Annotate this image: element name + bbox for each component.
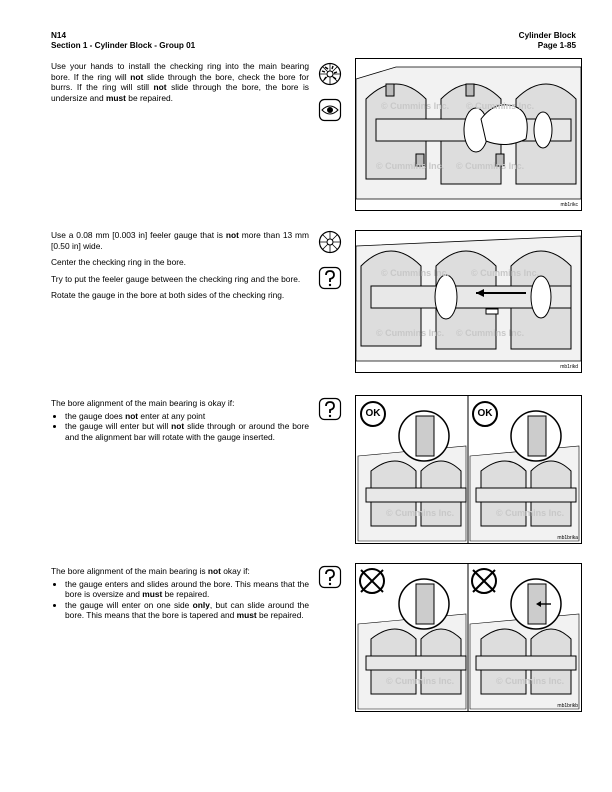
- step2-paragraph-gauge: Use a 0.08 mm [0.003 in] feeler gauge that is not more than 13 mm [0.50 in] wide.: [51, 230, 309, 251]
- step4-intro: The bore alignment of the main bearing is not okay if:: [51, 566, 250, 576]
- svg-text:© Cummins Inc.: © Cummins Inc.: [466, 101, 535, 111]
- figure-alignment-not-ok: [355, 563, 582, 712]
- figure-code: mb1rikc: [560, 202, 578, 208]
- figure-checking-ring-install: [355, 58, 582, 211]
- check-question-icon: [318, 266, 342, 290]
- figure-feeler-gauge: [355, 230, 582, 373]
- step3-intro: The bore alignment of the main bearing is okay if:: [51, 398, 235, 408]
- list-item: • the gauge will enter on one side only, but can slide around the bore. This means that the bore is tapered and must be repaired.: [65, 600, 309, 621]
- check-question-icon: [318, 565, 342, 589]
- step4-conditions-list: [51, 579, 309, 621]
- list-item: • the gauge will enter but will not slide through or around the bore and the alignment bar will rotate with the gauge inserted.: [65, 421, 309, 442]
- svg-text:© Cummins Inc.: © Cummins Inc.: [456, 328, 525, 338]
- chapter-title: Cylinder Block: [518, 31, 576, 40]
- engine-model: N14: [51, 31, 67, 40]
- section-title: Section 1 - Cylinder Block - Group 01: [51, 41, 196, 50]
- svg-text:© Cummins Inc.: © Cummins Inc.: [381, 268, 450, 278]
- not-ok-badge: [360, 569, 384, 593]
- ok-badge: OK: [360, 401, 386, 427]
- list-item: • the gauge does not enter at any point: [65, 411, 309, 422]
- step2-text: [51, 230, 309, 307]
- step4-text: [51, 566, 309, 621]
- svg-text:© Cummins Inc.: © Cummins Inc.: [456, 161, 525, 171]
- step2-paragraph-center: Center the checking ring in the bore.: [51, 257, 187, 268]
- svg-text:© Cummins Inc.: © Cummins Inc.: [496, 676, 565, 686]
- svg-text:© Cummins Inc.: © Cummins Inc.: [471, 268, 540, 278]
- figure-illustration: [356, 231, 581, 372]
- list-item: • the gauge enters and slides around the bore. This means that the bore is oversize and must be repaired.: [65, 579, 309, 600]
- step1-paragraph: Use your hands to install the checking ring into the main bearing bore. If the ring will not slide through the bore, check the bore for burrs. If the ring will still not slide through the bore, the bore is undersize and must be repaired.: [51, 61, 309, 103]
- svg-text:© Cummins Inc.: © Cummins Inc.: [376, 161, 445, 171]
- figure-alignment-ok: [355, 395, 582, 544]
- figure-illustration: [356, 564, 581, 711]
- step3-text: [51, 398, 309, 442]
- svg-text:© Cummins Inc.: © Cummins Inc.: [376, 328, 445, 338]
- step3-conditions-list: [51, 411, 309, 443]
- svg-text:© Cummins Inc.: © Cummins Inc.: [386, 676, 455, 686]
- inspect-eye-icon: [318, 98, 342, 122]
- figure-code: mb1brika: [557, 535, 578, 541]
- svg-text:© Cummins Inc.: © Cummins Inc.: [386, 508, 455, 518]
- figure-code: mb1brikb: [557, 703, 578, 709]
- page-number: Page 1-85: [537, 41, 576, 50]
- tool-wheel-icon: [318, 230, 342, 254]
- check-question-icon: [318, 397, 342, 421]
- step2-paragraph-try: Try to put the feeler gauge between the checking ring and the bore.: [51, 273, 301, 284]
- step2-paragraph-rotate: Rotate the gauge in the bore at both sides of the checking ring.: [51, 290, 285, 301]
- figure-illustration: [356, 396, 581, 543]
- svg-text:© Cummins Inc.: © Cummins Inc.: [496, 508, 565, 518]
- step1-text: [51, 61, 309, 109]
- figure-code: mb1rikd: [560, 364, 578, 370]
- header-right: [519, 31, 576, 51]
- ok-badge: OK: [472, 401, 498, 427]
- header-left: [51, 31, 195, 51]
- not-ok-badge: [472, 569, 496, 593]
- tool-wheel-icon: [318, 62, 342, 86]
- figure-illustration: [356, 59, 581, 210]
- svg-text:© Cummins Inc.: © Cummins Inc.: [381, 101, 450, 111]
